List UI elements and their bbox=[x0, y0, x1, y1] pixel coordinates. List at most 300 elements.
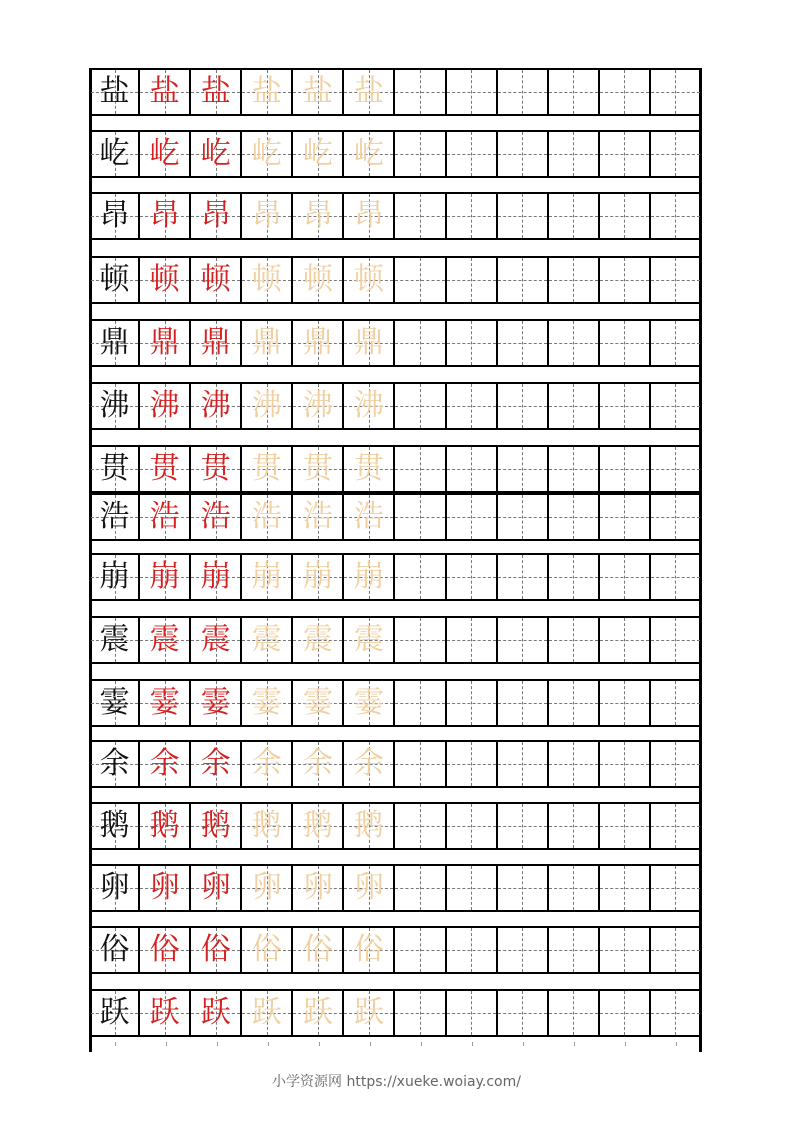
hanzi-glyph: 卵 bbox=[149, 870, 180, 905]
blank-practice-cell[interactable] bbox=[651, 495, 702, 539]
trace-char-cell[interactable] bbox=[242, 618, 293, 662]
blank-practice-cell[interactable] bbox=[395, 618, 446, 662]
practice-row bbox=[89, 256, 702, 304]
blank-practice-cell[interactable] bbox=[447, 258, 498, 302]
practice-row bbox=[89, 192, 702, 240]
hanzi-glyph: 鼎 bbox=[149, 325, 180, 360]
blank-practice-cell[interactable] bbox=[600, 742, 651, 786]
trace-char-cell[interactable] bbox=[242, 258, 293, 302]
blank-practice-cell[interactable] bbox=[600, 991, 651, 1035]
hanzi-glyph: 崩 bbox=[353, 559, 384, 594]
blank-practice-cell[interactable] bbox=[549, 258, 600, 302]
blank-practice-cell[interactable] bbox=[447, 555, 498, 599]
model-char-cell[interactable] bbox=[89, 991, 140, 1035]
trace-char-cell[interactable] bbox=[242, 804, 293, 848]
practice-row bbox=[89, 68, 702, 116]
blank-practice-cell[interactable] bbox=[549, 447, 600, 491]
hanzi-glyph: 霎 bbox=[251, 685, 282, 720]
blank-practice-cell[interactable] bbox=[600, 555, 651, 599]
red-char-cell[interactable] bbox=[191, 194, 242, 238]
trace-char-cell[interactable] bbox=[242, 447, 293, 491]
trace-char-cell[interactable] bbox=[293, 321, 344, 365]
model-char-cell[interactable] bbox=[89, 70, 140, 114]
blank-practice-cell[interactable] bbox=[395, 804, 446, 848]
blank-practice-cell[interactable] bbox=[549, 928, 600, 972]
hanzi-glyph: 昂 bbox=[302, 198, 333, 233]
blank-practice-cell[interactable] bbox=[600, 194, 651, 238]
blank-practice-cell[interactable] bbox=[395, 742, 446, 786]
blank-practice-cell[interactable] bbox=[447, 447, 498, 491]
red-char-cell[interactable] bbox=[191, 321, 242, 365]
blank-practice-cell[interactable] bbox=[651, 258, 702, 302]
blank-practice-cell[interactable] bbox=[498, 194, 549, 238]
blank-practice-cell[interactable] bbox=[600, 258, 651, 302]
blank-practice-cell[interactable] bbox=[498, 258, 549, 302]
hanzi-glyph: 崩 bbox=[149, 559, 180, 594]
blank-practice-cell[interactable] bbox=[549, 681, 600, 725]
blank-practice-cell[interactable] bbox=[651, 618, 702, 662]
practice-row bbox=[89, 493, 702, 541]
hanzi-glyph: 卵 bbox=[251, 870, 282, 905]
blank-practice-cell[interactable] bbox=[549, 618, 600, 662]
hanzi-glyph: 卵 bbox=[353, 870, 384, 905]
hanzi-glyph: 顿 bbox=[353, 262, 384, 297]
guide-tick bbox=[472, 1042, 474, 1046]
hanzi-glyph: 俗 bbox=[200, 932, 231, 967]
blank-practice-cell[interactable] bbox=[395, 194, 446, 238]
trace-char-cell[interactable] bbox=[293, 555, 344, 599]
trace-char-cell[interactable] bbox=[344, 321, 395, 365]
trace-char-cell[interactable] bbox=[242, 866, 293, 910]
blank-practice-cell[interactable] bbox=[498, 742, 549, 786]
trace-char-cell[interactable] bbox=[293, 132, 344, 176]
trace-char-cell[interactable] bbox=[344, 495, 395, 539]
model-char-cell[interactable] bbox=[89, 384, 140, 428]
hanzi-glyph: 跃 bbox=[302, 995, 333, 1030]
blank-practice-cell[interactable] bbox=[549, 866, 600, 910]
hanzi-glyph: 沸 bbox=[251, 388, 282, 423]
blank-practice-cell[interactable] bbox=[651, 928, 702, 972]
hanzi-glyph: 鼎 bbox=[353, 325, 384, 360]
blank-practice-cell[interactable] bbox=[498, 384, 549, 428]
guide-tick bbox=[268, 1042, 270, 1046]
hanzi-glyph: 盐 bbox=[149, 74, 180, 109]
red-char-cell[interactable] bbox=[191, 384, 242, 428]
blank-practice-cell[interactable] bbox=[600, 681, 651, 725]
red-char-cell[interactable] bbox=[140, 618, 191, 662]
blank-practice-cell[interactable] bbox=[447, 804, 498, 848]
blank-practice-cell[interactable] bbox=[549, 991, 600, 1035]
trace-char-cell[interactable] bbox=[344, 742, 395, 786]
trace-char-cell[interactable] bbox=[242, 742, 293, 786]
hanzi-glyph: 顿 bbox=[200, 262, 231, 297]
red-char-cell[interactable] bbox=[140, 495, 191, 539]
blank-practice-cell[interactable] bbox=[498, 132, 549, 176]
model-char-cell[interactable] bbox=[89, 495, 140, 539]
blank-practice-cell[interactable] bbox=[395, 132, 446, 176]
trace-char-cell[interactable] bbox=[293, 70, 344, 114]
model-char-cell[interactable] bbox=[89, 321, 140, 365]
blank-practice-cell[interactable] bbox=[600, 804, 651, 848]
blank-practice-cell[interactable] bbox=[549, 70, 600, 114]
red-char-cell[interactable] bbox=[140, 194, 191, 238]
hanzi-glyph: 震 bbox=[251, 622, 282, 657]
blank-practice-cell[interactable] bbox=[395, 866, 446, 910]
hanzi-glyph: 沸 bbox=[99, 388, 130, 423]
blank-practice-cell[interactable] bbox=[600, 132, 651, 176]
guide-tick bbox=[574, 1042, 576, 1046]
blank-practice-cell[interactable] bbox=[549, 384, 600, 428]
hanzi-glyph: 屹 bbox=[353, 136, 384, 171]
trace-char-cell[interactable] bbox=[344, 928, 395, 972]
red-char-cell[interactable] bbox=[140, 132, 191, 176]
trace-char-cell[interactable] bbox=[293, 804, 344, 848]
hanzi-glyph: 崩 bbox=[99, 559, 130, 594]
model-char-cell[interactable] bbox=[89, 447, 140, 491]
blank-practice-cell[interactable] bbox=[651, 70, 702, 114]
blank-practice-cell[interactable] bbox=[549, 555, 600, 599]
hanzi-glyph: 鼎 bbox=[251, 325, 282, 360]
trace-char-cell[interactable] bbox=[293, 447, 344, 491]
hanzi-glyph: 沸 bbox=[149, 388, 180, 423]
hanzi-glyph: 顿 bbox=[302, 262, 333, 297]
hanzi-glyph: 余 bbox=[302, 746, 333, 781]
blank-practice-cell[interactable] bbox=[447, 928, 498, 972]
blank-practice-cell[interactable] bbox=[600, 618, 651, 662]
red-char-cell[interactable] bbox=[191, 618, 242, 662]
blank-practice-cell[interactable] bbox=[498, 555, 549, 599]
blank-practice-cell[interactable] bbox=[395, 681, 446, 725]
trace-char-cell[interactable] bbox=[242, 321, 293, 365]
hanzi-glyph: 余 bbox=[251, 746, 282, 781]
blank-practice-cell[interactable] bbox=[600, 384, 651, 428]
blank-practice-cell[interactable] bbox=[395, 928, 446, 972]
blank-practice-cell[interactable] bbox=[651, 804, 702, 848]
blank-practice-cell[interactable] bbox=[600, 495, 651, 539]
hanzi-glyph: 盐 bbox=[251, 74, 282, 109]
blank-practice-cell[interactable] bbox=[651, 384, 702, 428]
blank-practice-cell[interactable] bbox=[447, 991, 498, 1035]
hanzi-glyph: 震 bbox=[200, 622, 231, 657]
red-char-cell[interactable] bbox=[191, 804, 242, 848]
trace-char-cell[interactable] bbox=[344, 804, 395, 848]
trace-char-cell[interactable] bbox=[242, 194, 293, 238]
red-char-cell[interactable] bbox=[191, 495, 242, 539]
blank-practice-cell[interactable] bbox=[395, 70, 446, 114]
red-char-cell[interactable] bbox=[140, 70, 191, 114]
trace-char-cell[interactable] bbox=[242, 70, 293, 114]
hanzi-glyph: 霎 bbox=[353, 685, 384, 720]
practice-row bbox=[89, 989, 702, 1037]
hanzi-glyph: 浩 bbox=[200, 499, 231, 534]
trace-char-cell[interactable] bbox=[293, 194, 344, 238]
hanzi-glyph: 昂 bbox=[149, 198, 180, 233]
trace-char-cell[interactable] bbox=[293, 681, 344, 725]
blank-practice-cell[interactable] bbox=[600, 866, 651, 910]
trace-char-cell[interactable] bbox=[293, 742, 344, 786]
trace-char-cell[interactable] bbox=[344, 384, 395, 428]
hanzi-glyph: 盐 bbox=[302, 74, 333, 109]
blank-practice-cell[interactable] bbox=[395, 555, 446, 599]
blank-practice-cell[interactable] bbox=[498, 321, 549, 365]
hanzi-glyph: 昂 bbox=[353, 198, 384, 233]
hanzi-glyph: 贯 bbox=[251, 451, 282, 486]
guide-tick bbox=[166, 1042, 168, 1046]
red-char-cell[interactable] bbox=[140, 681, 191, 725]
blank-practice-cell[interactable] bbox=[498, 447, 549, 491]
blank-practice-cell[interactable] bbox=[651, 132, 702, 176]
guide-tick bbox=[370, 1042, 372, 1046]
red-char-cell[interactable] bbox=[191, 132, 242, 176]
red-char-cell[interactable] bbox=[191, 742, 242, 786]
hanzi-glyph: 震 bbox=[99, 622, 130, 657]
hanzi-glyph: 昂 bbox=[251, 198, 282, 233]
blank-practice-cell[interactable] bbox=[498, 866, 549, 910]
hanzi-glyph: 顿 bbox=[149, 262, 180, 297]
blank-practice-cell[interactable] bbox=[549, 742, 600, 786]
blank-practice-cell[interactable] bbox=[447, 194, 498, 238]
practice-grid bbox=[89, 68, 702, 1052]
red-char-cell[interactable] bbox=[140, 447, 191, 491]
red-char-cell[interactable] bbox=[191, 991, 242, 1035]
trace-char-cell[interactable] bbox=[242, 928, 293, 972]
trace-char-cell[interactable] bbox=[293, 384, 344, 428]
model-char-cell[interactable] bbox=[89, 132, 140, 176]
hanzi-glyph: 崩 bbox=[302, 559, 333, 594]
trace-char-cell[interactable] bbox=[344, 194, 395, 238]
model-char-cell[interactable] bbox=[89, 866, 140, 910]
trace-char-cell[interactable] bbox=[344, 991, 395, 1035]
hanzi-glyph: 屹 bbox=[251, 136, 282, 171]
hanzi-glyph: 俗 bbox=[149, 932, 180, 967]
practice-row bbox=[89, 553, 702, 601]
hanzi-glyph: 鹅 bbox=[353, 808, 384, 843]
hanzi-glyph: 沸 bbox=[200, 388, 231, 423]
blank-practice-cell[interactable] bbox=[600, 447, 651, 491]
red-char-cell[interactable] bbox=[191, 866, 242, 910]
trace-char-cell[interactable] bbox=[344, 132, 395, 176]
hanzi-glyph: 昂 bbox=[99, 198, 130, 233]
trace-char-cell[interactable] bbox=[242, 384, 293, 428]
blank-practice-cell[interactable] bbox=[498, 70, 549, 114]
trace-char-cell[interactable] bbox=[344, 258, 395, 302]
hanzi-glyph: 霎 bbox=[302, 685, 333, 720]
red-char-cell[interactable] bbox=[140, 991, 191, 1035]
blank-practice-cell[interactable] bbox=[447, 681, 498, 725]
blank-practice-cell[interactable] bbox=[549, 132, 600, 176]
blank-practice-cell[interactable] bbox=[498, 804, 549, 848]
trace-char-cell[interactable] bbox=[242, 991, 293, 1035]
blank-practice-cell[interactable] bbox=[447, 321, 498, 365]
hanzi-glyph: 卵 bbox=[302, 870, 333, 905]
hanzi-glyph: 鹅 bbox=[200, 808, 231, 843]
red-char-cell[interactable] bbox=[191, 447, 242, 491]
hanzi-glyph: 鹅 bbox=[251, 808, 282, 843]
blank-practice-cell[interactable] bbox=[600, 321, 651, 365]
hanzi-glyph: 浩 bbox=[251, 499, 282, 534]
trace-char-cell[interactable] bbox=[344, 447, 395, 491]
hanzi-glyph: 霎 bbox=[149, 685, 180, 720]
blank-practice-cell[interactable] bbox=[651, 742, 702, 786]
hanzi-glyph: 崩 bbox=[200, 559, 231, 594]
blank-practice-cell[interactable] bbox=[395, 258, 446, 302]
practice-row bbox=[89, 319, 702, 367]
guide-tick bbox=[115, 1042, 117, 1046]
hanzi-glyph: 跃 bbox=[149, 995, 180, 1030]
hanzi-glyph: 鹅 bbox=[99, 808, 130, 843]
hanzi-glyph: 贯 bbox=[353, 451, 384, 486]
practice-row bbox=[89, 679, 702, 727]
practice-row bbox=[89, 802, 702, 850]
blank-practice-cell[interactable] bbox=[395, 991, 446, 1035]
red-char-cell[interactable] bbox=[191, 70, 242, 114]
practice-row bbox=[89, 445, 702, 493]
blank-practice-cell[interactable] bbox=[447, 384, 498, 428]
blank-practice-cell[interactable] bbox=[395, 321, 446, 365]
blank-practice-cell[interactable] bbox=[395, 447, 446, 491]
blank-practice-cell[interactable] bbox=[549, 194, 600, 238]
trace-char-cell[interactable] bbox=[344, 555, 395, 599]
model-char-cell[interactable] bbox=[89, 258, 140, 302]
red-char-cell[interactable] bbox=[191, 928, 242, 972]
practice-row bbox=[89, 864, 702, 912]
trace-char-cell[interactable] bbox=[344, 866, 395, 910]
trace-char-cell[interactable] bbox=[293, 495, 344, 539]
trace-char-cell[interactable] bbox=[293, 928, 344, 972]
blank-practice-cell[interactable] bbox=[600, 70, 651, 114]
hanzi-glyph: 屹 bbox=[99, 136, 130, 171]
model-char-cell[interactable] bbox=[89, 194, 140, 238]
trace-char-cell[interactable] bbox=[344, 681, 395, 725]
blank-practice-cell[interactable] bbox=[498, 681, 549, 725]
hanzi-glyph: 鹅 bbox=[149, 808, 180, 843]
trace-char-cell[interactable] bbox=[242, 681, 293, 725]
hanzi-glyph: 浩 bbox=[149, 499, 180, 534]
red-char-cell[interactable] bbox=[140, 258, 191, 302]
blank-practice-cell[interactable] bbox=[498, 495, 549, 539]
hanzi-glyph: 俗 bbox=[302, 932, 333, 967]
guide-tick bbox=[217, 1042, 219, 1046]
red-char-cell[interactable] bbox=[140, 384, 191, 428]
trace-char-cell[interactable] bbox=[293, 991, 344, 1035]
hanzi-glyph: 贯 bbox=[302, 451, 333, 486]
blank-practice-cell[interactable] bbox=[651, 866, 702, 910]
hanzi-glyph: 盐 bbox=[353, 74, 384, 109]
model-char-cell[interactable] bbox=[89, 928, 140, 972]
blank-practice-cell[interactable] bbox=[600, 928, 651, 972]
hanzi-glyph: 浩 bbox=[302, 499, 333, 534]
red-char-cell[interactable] bbox=[140, 555, 191, 599]
hanzi-glyph: 盐 bbox=[200, 74, 231, 109]
blank-practice-cell[interactable] bbox=[651, 194, 702, 238]
hanzi-glyph: 霎 bbox=[200, 685, 231, 720]
red-char-cell[interactable] bbox=[140, 321, 191, 365]
blank-practice-cell[interactable] bbox=[447, 742, 498, 786]
red-char-cell[interactable] bbox=[140, 804, 191, 848]
blank-practice-cell[interactable] bbox=[447, 132, 498, 176]
footer-watermark: 小学资源网 https://xueke.woiay.com/ bbox=[272, 1074, 521, 1090]
blank-practice-cell[interactable] bbox=[651, 321, 702, 365]
hanzi-glyph: 顿 bbox=[99, 262, 130, 297]
practice-row bbox=[89, 616, 702, 664]
blank-practice-cell[interactable] bbox=[498, 991, 549, 1035]
red-char-cell[interactable] bbox=[191, 258, 242, 302]
model-char-cell[interactable] bbox=[89, 618, 140, 662]
blank-practice-cell[interactable] bbox=[651, 447, 702, 491]
trace-char-cell[interactable] bbox=[242, 495, 293, 539]
blank-practice-cell[interactable] bbox=[447, 618, 498, 662]
red-char-cell[interactable] bbox=[140, 866, 191, 910]
trace-char-cell[interactable] bbox=[344, 70, 395, 114]
hanzi-glyph: 余 bbox=[200, 746, 231, 781]
guide-tick bbox=[625, 1042, 627, 1046]
blank-practice-cell[interactable] bbox=[447, 866, 498, 910]
hanzi-glyph: 沸 bbox=[302, 388, 333, 423]
hanzi-glyph: 屹 bbox=[200, 136, 231, 171]
blank-practice-cell[interactable] bbox=[651, 555, 702, 599]
hanzi-glyph: 浩 bbox=[353, 499, 384, 534]
trace-char-cell[interactable] bbox=[242, 555, 293, 599]
trace-char-cell[interactable] bbox=[293, 618, 344, 662]
blank-practice-cell[interactable] bbox=[549, 495, 600, 539]
blank-practice-cell[interactable] bbox=[498, 618, 549, 662]
hanzi-glyph: 余 bbox=[353, 746, 384, 781]
trace-char-cell[interactable] bbox=[293, 258, 344, 302]
blank-practice-cell[interactable] bbox=[549, 804, 600, 848]
hanzi-glyph: 震 bbox=[149, 622, 180, 657]
hanzi-glyph: 俗 bbox=[99, 932, 130, 967]
hanzi-glyph: 跃 bbox=[200, 995, 231, 1030]
practice-row bbox=[89, 130, 702, 178]
hanzi-glyph: 顿 bbox=[251, 262, 282, 297]
model-char-cell[interactable] bbox=[89, 555, 140, 599]
blank-practice-cell[interactable] bbox=[549, 321, 600, 365]
blank-practice-cell[interactable] bbox=[651, 681, 702, 725]
hanzi-glyph: 昂 bbox=[200, 198, 231, 233]
practice-row bbox=[89, 382, 702, 430]
trace-char-cell[interactable] bbox=[242, 132, 293, 176]
hanzi-glyph: 余 bbox=[99, 746, 130, 781]
hanzi-glyph: 跃 bbox=[353, 995, 384, 1030]
guide-tick bbox=[676, 1042, 678, 1046]
red-char-cell[interactable] bbox=[140, 928, 191, 972]
hanzi-glyph: 崩 bbox=[251, 559, 282, 594]
hanzi-glyph: 鹅 bbox=[302, 808, 333, 843]
hanzi-glyph: 盐 bbox=[99, 74, 130, 109]
red-char-cell[interactable] bbox=[140, 742, 191, 786]
blank-practice-cell[interactable] bbox=[498, 928, 549, 972]
hanzi-glyph: 鼎 bbox=[99, 325, 130, 360]
hanzi-glyph: 屹 bbox=[149, 136, 180, 171]
blank-practice-cell[interactable] bbox=[395, 384, 446, 428]
model-char-cell[interactable] bbox=[89, 742, 140, 786]
red-char-cell[interactable] bbox=[191, 681, 242, 725]
blank-practice-cell[interactable] bbox=[447, 70, 498, 114]
trace-char-cell[interactable] bbox=[293, 866, 344, 910]
guide-tick bbox=[319, 1042, 321, 1046]
hanzi-glyph: 屹 bbox=[302, 136, 333, 171]
hanzi-glyph: 卵 bbox=[99, 870, 130, 905]
trace-char-cell[interactable] bbox=[344, 618, 395, 662]
model-char-cell[interactable] bbox=[89, 804, 140, 848]
blank-practice-cell[interactable] bbox=[447, 495, 498, 539]
blank-practice-cell[interactable] bbox=[651, 991, 702, 1035]
hanzi-glyph: 贯 bbox=[149, 451, 180, 486]
blank-practice-cell[interactable] bbox=[395, 495, 446, 539]
practice-row bbox=[89, 740, 702, 788]
model-char-cell[interactable] bbox=[89, 681, 140, 725]
red-char-cell[interactable] bbox=[191, 555, 242, 599]
